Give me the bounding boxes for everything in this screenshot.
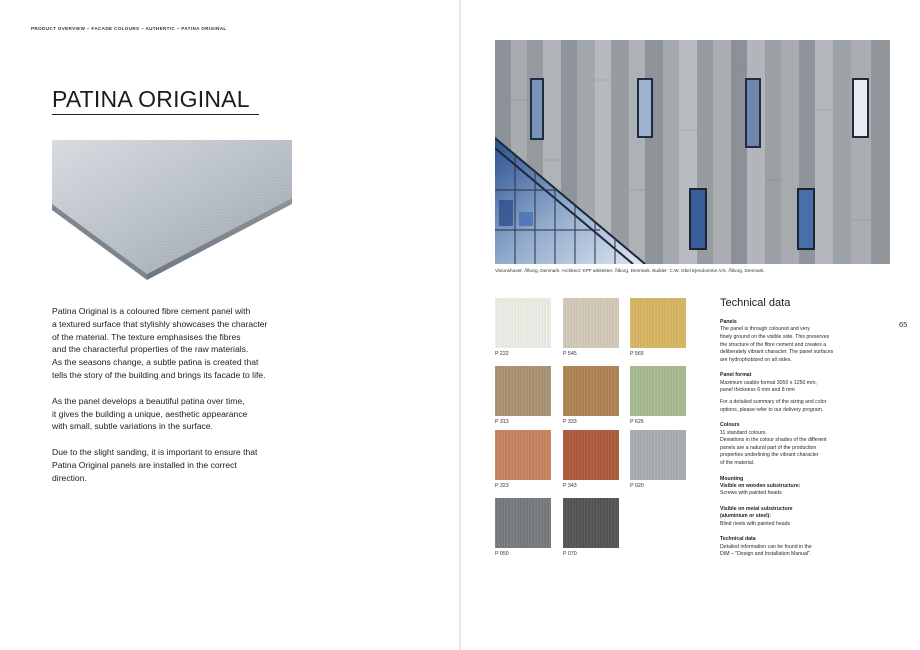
page-number: 65 <box>899 320 908 329</box>
tech-heading: Technical data <box>720 536 756 543</box>
swatch-code: P 626 <box>630 419 644 425</box>
panel-sample-image <box>52 140 292 280</box>
swatch-chip <box>495 298 551 348</box>
swatch-p050 <box>495 498 551 557</box>
breadcrumb: PRODUCT OVERVIEW – FACADE COLOURS – AUTHENTIC – PATINA ORIGINAL <box>31 26 227 31</box>
swatch-code: P 565 <box>630 351 644 357</box>
swatch-p313 <box>495 366 551 425</box>
tech-text: 11 standard colours. Deviations in the colour shades of the different panels are a natural part of the production properties underlining the vibrant character of the material. <box>720 429 827 466</box>
swatch-p333 <box>563 366 619 425</box>
building-facade-photo <box>495 40 890 264</box>
swatch-chip <box>495 366 551 416</box>
tech-section-colours <box>720 422 862 467</box>
swatch-code: P 343 <box>563 483 577 489</box>
swatch-code: P 050 <box>495 551 509 557</box>
tech-text: Blind rivets with painted heads <box>720 520 791 527</box>
left-page <box>0 0 459 650</box>
tech-heading: Panels <box>720 319 737 325</box>
swatch-p020 <box>630 430 686 489</box>
intro-paragraph-3: Due to the slight sanding, it is important to ensure that Patina Original panels are installed in the correct direction. <box>52 447 258 483</box>
swatch-code: P 070 <box>563 551 577 557</box>
swatch-chip <box>563 430 619 480</box>
tech-text: Detailed information can be found in the DIM – "Design and Installation Manual". <box>720 543 812 558</box>
photo-caption: Visionshuset, Ålborg, Denmark. Architect: KPF arkitekter, Ålborg, Denmark. Builder: C.W. Obel Ejendomme A/S, Ålborg, Denmark. <box>495 268 765 273</box>
swatch-chip <box>630 366 686 416</box>
tech-section-mounting-wood <box>720 476 862 498</box>
swatch-p222 <box>495 298 551 357</box>
technical-data <box>720 297 862 567</box>
technical-data-title: Technical data <box>720 297 791 309</box>
swatch-code: P 333 <box>563 419 577 425</box>
tech-text: Maximum usable format 3050 x 1250 mm, panel thickness 6 mm and 8 mm <box>720 379 817 394</box>
swatch-p323 <box>495 430 551 489</box>
intro-paragraph-2: As the panel develops a beautiful patina over time, it gives the building a unique, aesthetic appearance with small, subtle variations in the surface. <box>52 395 248 432</box>
swatch-code: P 222 <box>495 351 509 357</box>
title-underline <box>52 114 259 115</box>
swatch-p343 <box>563 430 619 489</box>
tech-section-technical-data <box>720 536 862 559</box>
swatch-p565 <box>630 298 686 357</box>
swatch-chip <box>563 298 619 348</box>
swatch-p626 <box>630 366 686 425</box>
tech-heading: Panel format <box>720 372 752 379</box>
swatch-chip <box>495 498 551 548</box>
tech-section-panel-format <box>720 372 862 414</box>
colour-swatches <box>495 298 695 568</box>
swatch-p545 <box>563 298 619 357</box>
swatch-code: P 020 <box>630 483 644 489</box>
swatch-chip <box>630 430 686 480</box>
swatch-code: P 545 <box>563 351 577 357</box>
tech-heading: Visible on metal substructure (aluminium or steel): <box>720 505 793 520</box>
swatch-chip <box>630 298 686 348</box>
swatch-chip <box>495 430 551 480</box>
tech-text: The panel is through coloured and very finely ground on the visible side. This preserves the structure of the fibre cement and creates a deliberately vibrant character. The panel surfaces are hydrophobized on all sides. <box>720 326 834 363</box>
swatch-chip <box>563 498 619 548</box>
intro-text <box>52 305 297 498</box>
swatch-code: P 313 <box>495 419 509 425</box>
swatch-chip <box>563 366 619 416</box>
tech-section-panels <box>720 319 862 364</box>
swatch-p070 <box>563 498 619 557</box>
swatch-code: P 323 <box>495 483 509 489</box>
intro-paragraph-1: Patina Original is a coloured fibre cement panel with a textured surface that stylishly showcases the character of the material. The texture emphasises the fibres and the characterful properties of the raw materials. As the seasons change, a subtle patina is created that tells the story of the building and brings its facade to life. <box>52 306 268 380</box>
tech-section-mounting-metal <box>720 506 862 528</box>
tech-text: For a detailed summary of the sizing and color options, please refer to our delivery program. <box>720 398 827 413</box>
tech-text: Screws with painted heads <box>720 490 782 497</box>
tech-heading: Mounting Visible on wooden substructure: <box>720 475 801 489</box>
page-title: PATINA ORIGINAL <box>52 86 250 112</box>
tech-heading: Colours <box>720 422 740 429</box>
